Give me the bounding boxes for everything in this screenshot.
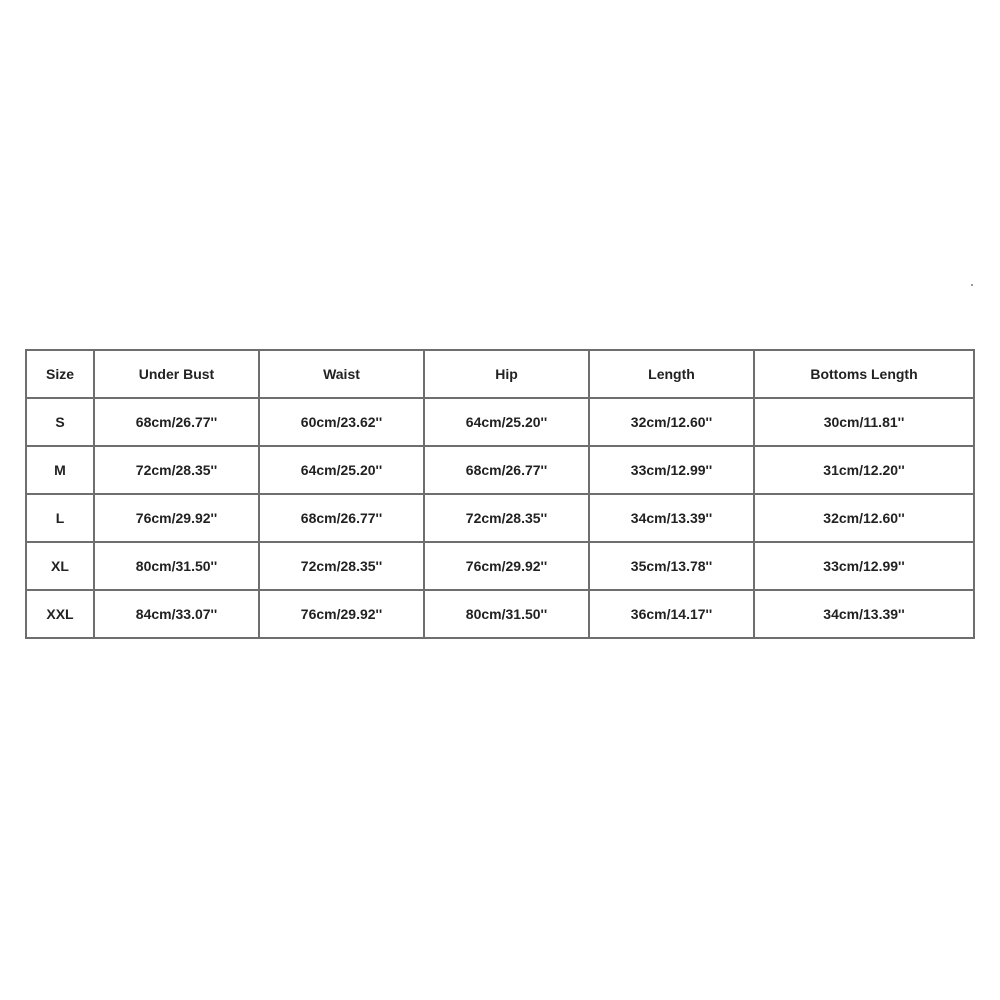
bottoms-length-cell: 33cm/12.99'' [754, 542, 974, 590]
size-chart-table [25, 349, 975, 639]
under-bust-cell: 80cm/31.50'' [94, 542, 259, 590]
table-row [26, 446, 974, 494]
hip-cell: 76cm/29.92'' [424, 542, 589, 590]
under-bust-cell: 72cm/28.35'' [94, 446, 259, 494]
length-cell: 32cm/12.60'' [589, 398, 754, 446]
bottoms-length-cell: 34cm/13.39'' [754, 590, 974, 638]
waist-cell: 60cm/23.62'' [259, 398, 424, 446]
waist-cell: 72cm/28.35'' [259, 542, 424, 590]
length-cell: 33cm/12.99'' [589, 446, 754, 494]
length-cell: 35cm/13.78'' [589, 542, 754, 590]
hip-cell: 68cm/26.77'' [424, 446, 589, 494]
length-cell: 34cm/13.39'' [589, 494, 754, 542]
header-length: Length [589, 350, 754, 398]
hip-cell: 80cm/31.50'' [424, 590, 589, 638]
header-hip: Hip [424, 350, 589, 398]
stray-dot [971, 284, 973, 286]
size-cell: L [26, 494, 94, 542]
waist-cell: 64cm/25.20'' [259, 446, 424, 494]
size-cell: S [26, 398, 94, 446]
header-row [26, 350, 974, 398]
waist-cell: 76cm/29.92'' [259, 590, 424, 638]
hip-cell: 72cm/28.35'' [424, 494, 589, 542]
header-size: Size [26, 350, 94, 398]
header-waist: Waist [259, 350, 424, 398]
waist-cell: 68cm/26.77'' [259, 494, 424, 542]
table-row [26, 494, 974, 542]
header-under-bust: Under Bust [94, 350, 259, 398]
table-row [26, 542, 974, 590]
table-row [26, 398, 974, 446]
bottoms-length-cell: 32cm/12.60'' [754, 494, 974, 542]
bottoms-length-cell: 30cm/11.81'' [754, 398, 974, 446]
length-cell: 36cm/14.17'' [589, 590, 754, 638]
hip-cell: 64cm/25.20'' [424, 398, 589, 446]
under-bust-cell: 76cm/29.92'' [94, 494, 259, 542]
size-cell: M [26, 446, 94, 494]
size-cell: XL [26, 542, 94, 590]
under-bust-cell: 68cm/26.77'' [94, 398, 259, 446]
table-row [26, 590, 974, 638]
bottoms-length-cell: 31cm/12.20'' [754, 446, 974, 494]
header-bottoms-length: Bottoms Length [754, 350, 974, 398]
size-cell: XXL [26, 590, 94, 638]
under-bust-cell: 84cm/33.07'' [94, 590, 259, 638]
